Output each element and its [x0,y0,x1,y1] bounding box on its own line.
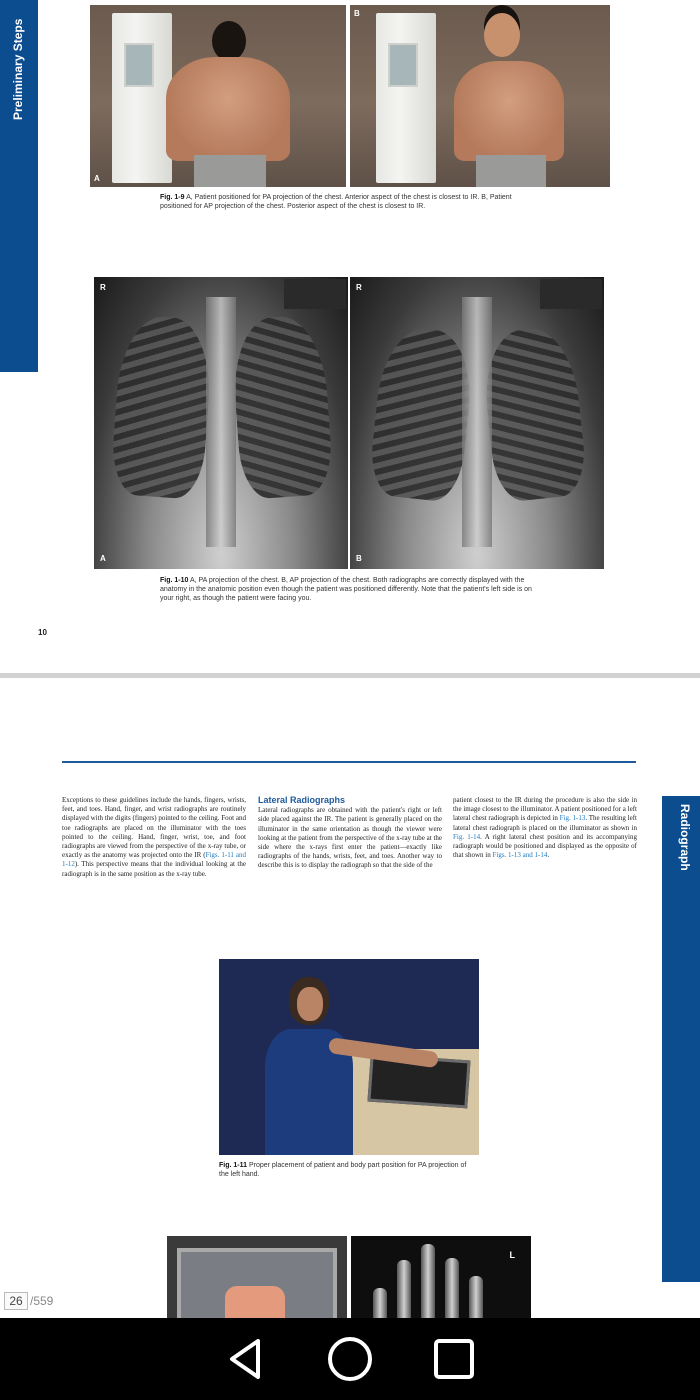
pdf-page-10 [0,0,700,673]
figure-caption-label: Fig. 1-10 [160,577,189,584]
chapter-side-tab-label: Preliminary Steps [11,18,25,120]
photo-hand-on-cassette [167,1236,347,1318]
figure-caption-1-10 [160,576,540,603]
section-heading: Lateral Radiographs [258,795,346,805]
home-icon [326,1335,374,1383]
side-marker: R [356,283,362,292]
body-text: . The resulting left lateral chest radiograph is placed on the illuminator as shown in [453,814,638,832]
chapter-side-tab [0,0,38,372]
figure-caption-text: A, Patient positioned for PA projection of the chest. Anterior aspect of the chest is closest to IR. B, Patient positioned for AP projection of the chest. Posterior aspect of the chest is closest to IR. [160,194,512,210]
radiograph-hand [351,1236,531,1318]
page-indicator [4,1292,53,1310]
total-pages: /559 [30,1294,54,1308]
radiograph-pa-chest [94,277,348,569]
nav-home-button[interactable] [322,1336,378,1382]
figure-link[interactable]: Fig. 1-13 [559,814,586,823]
body-text: Lateral radiographs are obtained with the patient's right or left side placed against the IR. The patient is generally placed on the illuminator in the same orientation as though the viewer were looking at the patient from the perspective of the x-ray tube at the side where the x-rays first enter the patient—exactly like radiographs of the hands, wrists, feet, and toes. Another way to describe this is to display the radiograph so that the side of the [258,806,442,870]
chapter-side-tab-label: Radiograph [678,804,692,871]
figure-link[interactable]: Fig. 1-14 [453,832,481,841]
chapter-side-tab [662,796,700,1282]
figure-caption-label: Fig. 1-11 [219,1162,248,1169]
panel-letter-b: B [354,9,360,18]
panel-letter-a: A [100,554,106,563]
system-nav-bar [0,1318,700,1400]
text-column-3 [453,796,637,860]
header-rule [62,761,636,763]
figure-caption-text: A, PA projection of the chest. B, AP projection of the chest. Both radiographs are correctly displayed with the anatomy in the anatomic position even though the patient was positioned differently. Note that the patient's left side is on your right, as though the patient were facing you. [160,577,532,602]
panel-letter-b: B [356,554,362,563]
photo-ap-chest-positioning [350,5,610,187]
nav-recent-apps-button[interactable] [426,1336,482,1382]
body-text: patient closest to the IR during the procedure is also the side in the image closest to the illuminator. A patient positioned for a left lateral chest radiograph is depicted in [453,796,637,823]
body-text: Exceptions to these guidelines include the hands, fingers, wrists, feet, and toes. Hand, finger, and wrist radiographs are routinely displayed with the digits (fingers) pointed to the ceiling. Foot and toe radiographs are placed on the illuminator with the toes pointed to the ceiling. Hand, finger, wrist, toe, and foot radiographs are viewed from the perspective of the x-ray tube, or exactly as the anatomy was projected onto the IR ( [62,796,246,860]
panel-letter-a: A [94,174,100,183]
photo-hand-positioning [219,959,479,1155]
text-column-2 [258,796,442,871]
page-number-input[interactable] [4,1292,28,1310]
photo-pa-chest-positioning [90,5,346,187]
side-marker: R [100,283,106,292]
figure-link[interactable]: Figs. 1-13 and 1-14 [492,851,548,860]
nav-back-button[interactable] [218,1336,274,1382]
body-text: ). This perspective means that the individual looking at the radiograph is in the same position as the x-ray tube. [62,860,246,878]
pdf-page-11 [0,678,700,1318]
recent-apps-icon [432,1337,476,1381]
radiograph-ap-chest [350,277,604,569]
figure-caption-text: Proper placement of patient and body part position for PA projection of the left hand. [219,1162,467,1178]
figure-caption-1-9 [160,193,540,211]
figure-caption-label: Fig. 1-9 [160,194,185,201]
figure-link[interactable]: Figs. 1-11 and 1-12 [62,851,247,869]
side-marker: L [509,1250,515,1260]
back-icon [224,1337,268,1381]
body-text: . A right lateral chest position and its accompanying radiograph would be positioned and displayed as the opposite of that shown in [453,832,637,860]
text-column-1 [62,796,246,879]
body-text: . [547,851,550,860]
book-page-number: 10 [38,628,47,637]
figure-caption-1-11 [219,1161,469,1179]
